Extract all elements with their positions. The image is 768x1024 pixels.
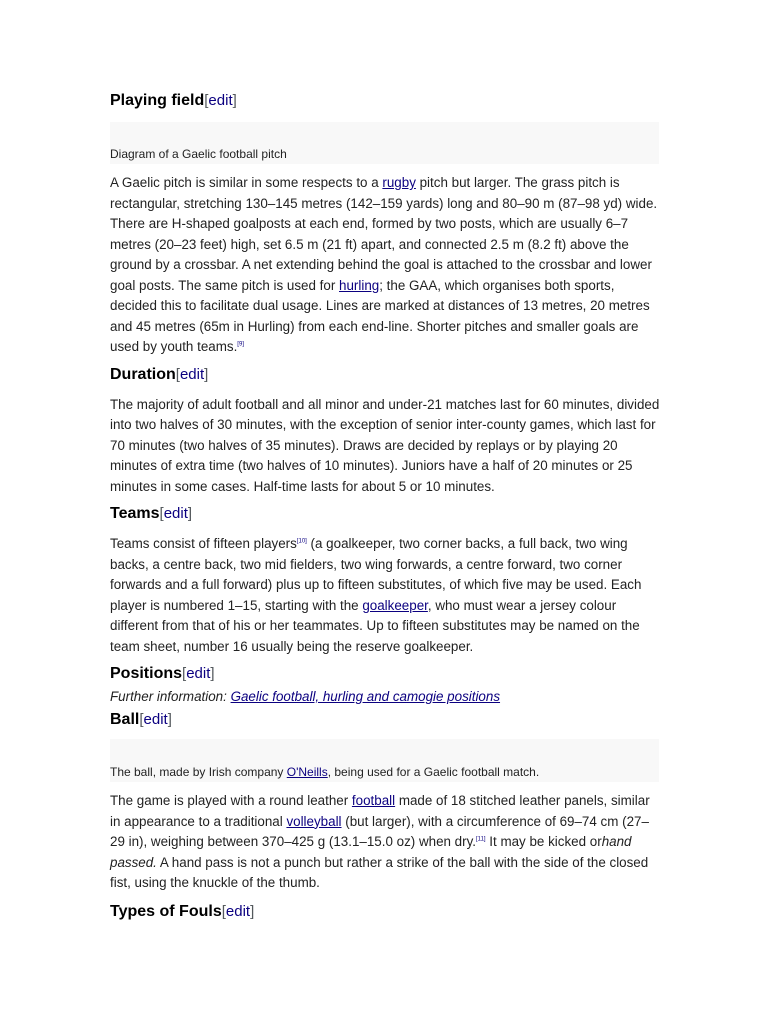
edit-section-link: [edit] [175, 365, 209, 383]
heading-text: Playing field [110, 92, 205, 109]
paragraph-text: made of 18 stitched leather panels, similar in appearance to a traditional [110, 793, 650, 829]
reference-link[interactable]: [9] [237, 341, 244, 348]
paragraph-duration: The majority of adult football and all minor and under-21 matches last for 60 minutes, divided into two halves of 30 minutes, with the exception of senior inter-county games, which last for 70 minutes (two halves of 35 minutes). Draws are decided by replays or by playing 20 minutes of extra time (two halves of 10 minutes). Juniors have a half of 20 minutes or 25 minutes in some cases. Half-time lasts for about 5 or 10 minutes. [110, 396, 660, 494]
paragraph-playing-field [110, 173, 660, 358]
paragraph-text: (but larger), with a circumference of 69–74 cm (27–29 in), weighing between 370–425 g (13.1–15.0 oz) when dry. [110, 813, 649, 849]
figure-caption [110, 739, 659, 782]
edit-link[interactable]: edit [143, 711, 168, 728]
paragraph-italic-text: hand passed. [110, 834, 632, 870]
paragraph-ball [110, 791, 660, 894]
edit-section-link: [edit] [221, 902, 255, 920]
edit-link[interactable]: edit [179, 365, 205, 383]
heading-text: Positions [110, 665, 183, 682]
paragraph-text: Teams consist of fifteen players [110, 536, 297, 551]
volleyball-link[interactable]: volleyball [286, 813, 342, 829]
section-heading-teams [110, 501, 660, 527]
hatnote-label: Further information: [110, 689, 231, 704]
paragraph-text: (a goalkeeper, two corner backs, a full back, two wing backs, a centre back, two mid fielders, two wing forwards, a centre forward, two corner forwards and a full forward) plus up to fifteen substitutes, of which five may be used. Each player is numbered 1–15, starting with the [110, 536, 642, 613]
edit-link[interactable]: edit [225, 902, 251, 920]
football-link[interactable]: football [351, 793, 396, 808]
rugby-link[interactable]: rugby [382, 175, 416, 190]
reference-link[interactable]: [11] [476, 836, 486, 843]
edit-section-link: [edit] [182, 665, 215, 682]
section-heading-fouls [110, 899, 660, 925]
oneills-link[interactable]: O'Neills [286, 765, 328, 779]
heading-text: Duration [110, 365, 176, 383]
section-heading-positions [110, 661, 660, 687]
section-heading-playing-field [110, 88, 660, 114]
edit-section-link: [edit] [139, 711, 172, 728]
heading-text: Types of Fouls [110, 902, 222, 920]
positions-further-link[interactable]: Gaelic football, hurling and camogie positions [230, 689, 501, 704]
edit-link[interactable]: edit [208, 92, 233, 109]
heading-text: Ball [110, 711, 140, 728]
goalkeeper-link[interactable]: goalkeeper [362, 597, 428, 613]
paragraph-text: pitch but larger. The grass pitch is rectangular, stretching 130–145 metres (142–159 yards) long and 80–90 m (87–98 yd) wide. There are H-shaped goalposts at each end, formed by two posts, which are usually 6–7 metres (20–23 feet) high, set 6.5 m (21 ft) apart, and connected 2.5 m (8.2 ft) above the ground by a crossbar. A net extending behind the goal is attached to the crossbar and lower goal posts. The same pitch is used for [110, 175, 658, 293]
caption-text: The ball, made by Irish company [110, 765, 287, 779]
figure-caption: Diagram of a Gaelic football pitch [110, 122, 659, 164]
paragraph-text: ; the GAA, which organises both sports, decided this to facilitate dual usage. Lines are marked at distances of 13 metres, 20 metres and 45 metres (65m in Hurling) from each end-line. Shorter pitches and smaller goals are used by youth teams. [110, 277, 650, 354]
reference-link[interactable]: [10] [296, 538, 307, 545]
edit-section-link: [edit] [204, 92, 237, 109]
section-heading-duration [110, 362, 660, 388]
edit-section-link: [edit] [159, 505, 193, 522]
article-content [110, 88, 660, 925]
section-heading-ball [110, 707, 660, 733]
paragraph-text: It may be kicked or [485, 834, 602, 849]
paragraph-text: The game is played with a round leather [110, 793, 352, 808]
paragraph-text: A hand pass is not a punch but rather a strike of the ball with the side of the closed fist, using the knuckle of the thumb. [110, 854, 649, 890]
edit-link[interactable]: edit [163, 505, 188, 522]
edit-link[interactable]: edit [186, 665, 211, 682]
paragraph-teams [110, 534, 660, 657]
hurling-link[interactable]: hurling [339, 277, 380, 293]
heading-text: Teams [110, 505, 160, 522]
caption-text: , being used for a Gaelic football match. [327, 765, 540, 779]
further-information-note [110, 687, 660, 707]
paragraph-text: A Gaelic pitch is similar in some respects to a [110, 175, 383, 190]
paragraph-text: , who must wear a jersey colour different from that of his or her teammates. Up to fifteen substitutes may be named on the team sheet, number 16 usually being the reserve goalkeeper. [110, 597, 640, 654]
